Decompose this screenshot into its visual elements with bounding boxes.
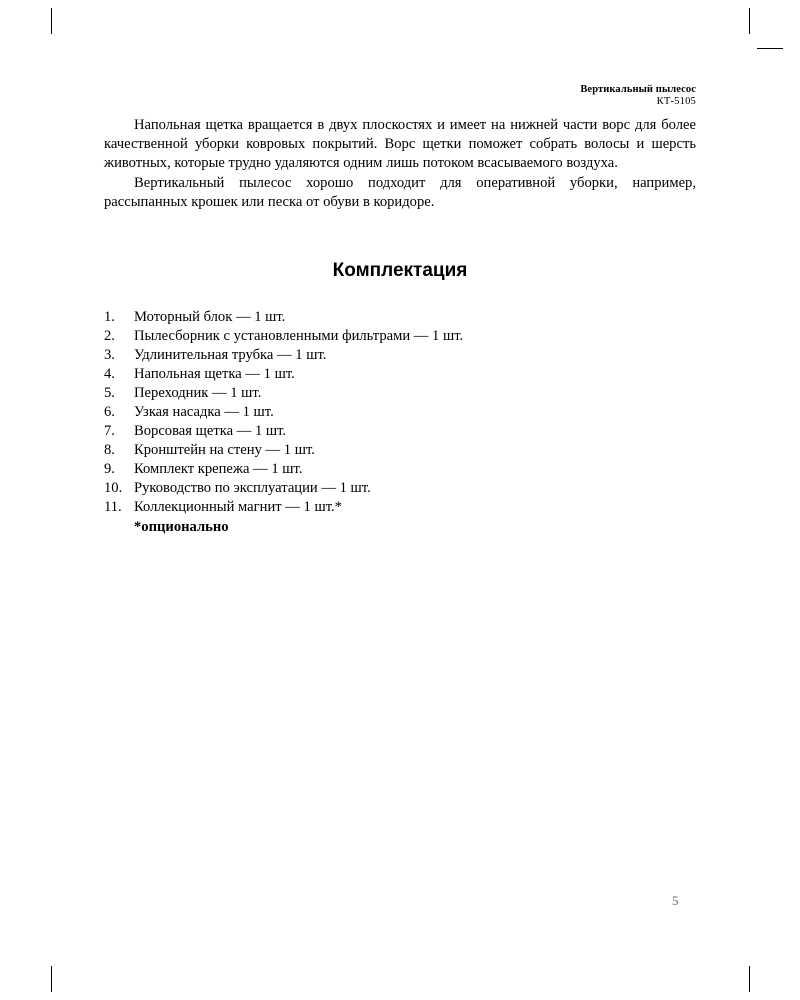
- running-header: [104, 84, 696, 109]
- list-item: [104, 460, 696, 479]
- parts-list: [104, 308, 696, 537]
- list-item: [104, 365, 696, 384]
- list-item-number: 2.: [104, 327, 115, 344]
- list-item: [104, 308, 696, 327]
- list-item-number: 4.: [104, 365, 115, 382]
- list-item: [104, 479, 696, 498]
- list-item: [104, 441, 696, 460]
- list-item-label: Пылесборник с установленными фильтрами — 1 шт.: [134, 327, 464, 344]
- list-item-label: Кронштейн на стену — 1 шт.: [134, 441, 315, 458]
- list-item-number: 1.: [104, 309, 115, 325]
- list-item: [104, 422, 696, 441]
- list-item-label: Коллекционный магнит — 1 шт.*: [134, 498, 342, 515]
- list-item-label: Руководство по эксплуатации — 1 шт.: [134, 479, 371, 496]
- list-item-label: Напольная щетка — 1 шт.: [134, 365, 295, 382]
- paragraph-1: Напольная щетка вращается в двух плоскостях и имеет на нижней части ворс для более качественной уборки ковровых покрытий. Ворс щетки поможет собрать волосы и шерсть животных, которые трудно удаляются одним лишь потоком всасываемого воздуха.: [104, 116, 696, 172]
- list-item: [104, 346, 696, 365]
- list-item-label: Комплект крепежа — 1 шт.: [134, 460, 303, 477]
- list-item-label: Моторный блок — 1 шт.: [134, 309, 286, 325]
- list-item-number: 7.: [104, 422, 115, 439]
- header-product-model: КТ-5105: [656, 96, 696, 108]
- list-item-number: 5.: [104, 384, 115, 401]
- list-item-label: Переходник — 1 шт.: [134, 384, 262, 401]
- list-item-number: 11.: [104, 498, 122, 515]
- crop-mark-right-upper: [757, 48, 783, 49]
- list-item-number: 10.: [104, 479, 123, 496]
- crop-mark-bottom-right: [749, 966, 750, 992]
- footnote: *опционально: [134, 518, 229, 535]
- crop-mark-bottom-left: [51, 966, 52, 992]
- crop-mark-top-left: [51, 8, 52, 34]
- page-number: 5: [672, 893, 679, 908]
- paragraph-2: Вертикальный пылесос хорошо подходит для оперативной уборки, например, рассыпанных крошек или песка от обуви в коридоре.: [104, 174, 696, 210]
- list-item-label: Ворсовая щетка — 1 шт.: [134, 422, 287, 439]
- page-title: Комплектация: [332, 260, 468, 281]
- header-product-title: Вертикальный пылесос: [580, 84, 696, 95]
- list-item-number: 6.: [104, 403, 115, 420]
- list-item-number: 9.: [104, 460, 115, 477]
- list-item-label: Удлинительная трубка — 1 шт.: [134, 346, 327, 363]
- list-item: [104, 327, 696, 346]
- crop-mark-top-right: [749, 8, 750, 34]
- list-item: [104, 498, 696, 517]
- list-item-label: Узкая насадка — 1 шт.: [134, 403, 274, 420]
- list-item: [104, 403, 696, 422]
- intro-text: [104, 116, 696, 212]
- page-content: [104, 84, 696, 537]
- list-item: [104, 384, 696, 403]
- list-item-number: 3.: [104, 346, 115, 363]
- list-item-number: 8.: [104, 441, 115, 458]
